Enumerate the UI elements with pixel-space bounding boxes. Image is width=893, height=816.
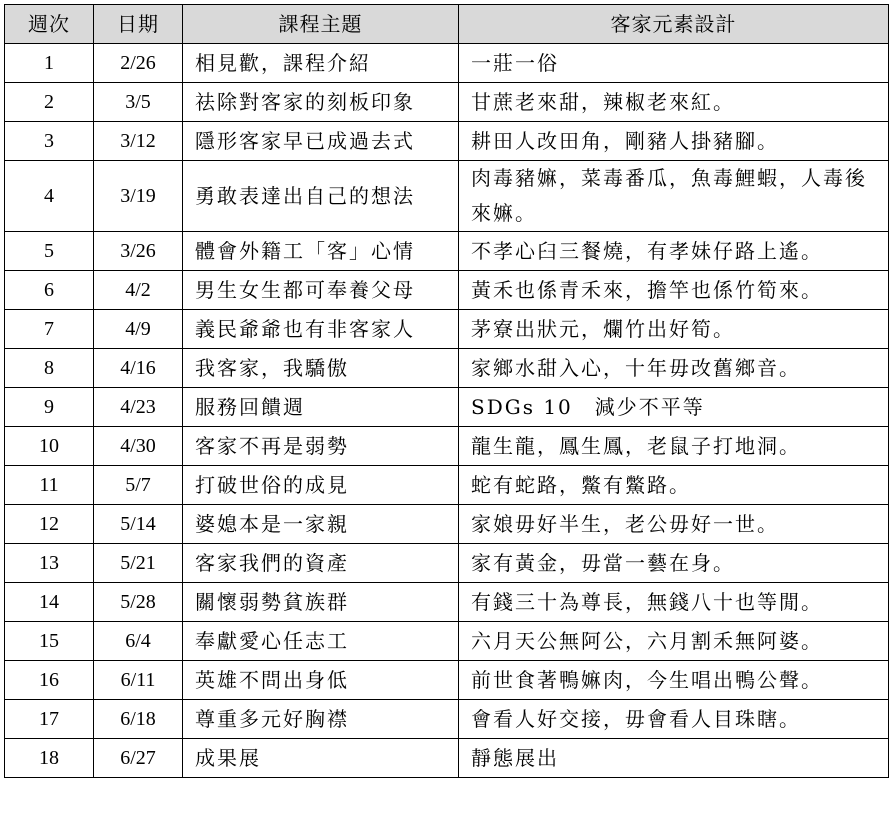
element-cell: 家有黃金，毋當一藝在身。 <box>459 544 889 583</box>
date-cell: 4/30 <box>94 427 183 466</box>
element-cell: 龍生龍，鳳生鳳，老鼠子打地洞。 <box>459 427 889 466</box>
table-header <box>5 5 889 44</box>
topic-cell: 成果展 <box>183 739 459 778</box>
element-cell: 甘蔗老來甜，辣椒老來紅。 <box>459 83 889 122</box>
topic-cell: 男生女生都可奉養父母 <box>183 271 459 310</box>
element-cell: 有錢三十為尊長，無錢八十也等閒。 <box>459 583 889 622</box>
table-row <box>5 466 889 505</box>
topic-cell: 服務回饋週 <box>183 388 459 427</box>
date-cell: 5/28 <box>94 583 183 622</box>
table-row <box>5 739 889 778</box>
week-cell: 4 <box>5 161 94 232</box>
header-week: 週次 <box>5 5 94 44</box>
date-cell: 6/4 <box>94 622 183 661</box>
week-cell: 6 <box>5 271 94 310</box>
header-element: 客家元素設計 <box>459 5 889 44</box>
element-cell: 前世食著鴨嫲肉，今生唱出鴨公聲。 <box>459 661 889 700</box>
element-cell: 一莊一俗 <box>459 44 889 83</box>
week-cell: 8 <box>5 349 94 388</box>
topic-cell: 關懷弱勢貧族群 <box>183 583 459 622</box>
week-cell: 18 <box>5 739 94 778</box>
table-row <box>5 388 889 427</box>
topic-cell: 奉獻愛心任志工 <box>183 622 459 661</box>
element-cell: 家鄉水甜入心，十年毋改舊鄉音。 <box>459 349 889 388</box>
topic-cell: 客家不再是弱勢 <box>183 427 459 466</box>
date-cell: 6/11 <box>94 661 183 700</box>
week-cell: 14 <box>5 583 94 622</box>
table-row <box>5 622 889 661</box>
element-cell: 不孝心臼三餐燒，有孝妹仔路上遙。 <box>459 232 889 271</box>
date-cell: 3/5 <box>94 83 183 122</box>
table-row <box>5 44 889 83</box>
week-cell: 17 <box>5 700 94 739</box>
element-cell: 茅寮出狀元，爛竹出好筍。 <box>459 310 889 349</box>
date-cell: 4/2 <box>94 271 183 310</box>
element-cell: 六月天公無阿公，六月割禾無阿婆。 <box>459 622 889 661</box>
date-cell: 2/26 <box>94 44 183 83</box>
topic-cell: 尊重多元好胸襟 <box>183 700 459 739</box>
table-row <box>5 161 889 232</box>
date-cell: 3/26 <box>94 232 183 271</box>
topic-cell: 相見歡，課程介紹 <box>183 44 459 83</box>
element-cell: 會看人好交接，毋會看人目珠瞎。 <box>459 700 889 739</box>
week-cell: 5 <box>5 232 94 271</box>
date-cell: 4/9 <box>94 310 183 349</box>
table-row <box>5 122 889 161</box>
topic-cell: 打破世俗的成見 <box>183 466 459 505</box>
topic-cell: 婆媳本是一家親 <box>183 505 459 544</box>
week-cell: 13 <box>5 544 94 583</box>
element-cell: 靜態展出 <box>459 739 889 778</box>
table-row <box>5 271 889 310</box>
element-cell: 蛇有蛇路，鱉有鱉路。 <box>459 466 889 505</box>
week-cell: 10 <box>5 427 94 466</box>
date-cell: 3/19 <box>94 161 183 232</box>
table-row <box>5 83 889 122</box>
date-cell: 3/12 <box>94 122 183 161</box>
table-row <box>5 427 889 466</box>
table-row <box>5 232 889 271</box>
week-cell: 11 <box>5 466 94 505</box>
table-row <box>5 310 889 349</box>
element-cell: 肉毒豬嫲，菜毒番瓜，魚毒鯉蝦，人毒後來嫲。 <box>459 161 889 232</box>
topic-cell: 體會外籍工「客」心情 <box>183 232 459 271</box>
topic-cell: 義民爺爺也有非客家人 <box>183 310 459 349</box>
week-cell: 7 <box>5 310 94 349</box>
topic-cell: 客家我們的資產 <box>183 544 459 583</box>
element-cell: 耕田人改田角，剛豬人掛豬腳。 <box>459 122 889 161</box>
topic-cell: 我客家，我驕傲 <box>183 349 459 388</box>
topic-cell: 隱形客家早已成過去式 <box>183 122 459 161</box>
date-cell: 6/27 <box>94 739 183 778</box>
week-cell: 3 <box>5 122 94 161</box>
date-cell: 5/7 <box>94 466 183 505</box>
course-schedule-table <box>4 4 889 778</box>
date-cell: 4/23 <box>94 388 183 427</box>
topic-cell: 英雄不問出身低 <box>183 661 459 700</box>
week-cell: 1 <box>5 44 94 83</box>
topic-cell: 勇敢表達出自己的想法 <box>183 161 459 232</box>
element-cell: 黃禾也係青禾來，擔竿也係竹筍來。 <box>459 271 889 310</box>
table-row <box>5 505 889 544</box>
table-body <box>5 44 889 778</box>
header-date: 日期 <box>94 5 183 44</box>
topic-cell: 祛除對客家的刻板印象 <box>183 83 459 122</box>
week-cell: 16 <box>5 661 94 700</box>
week-cell: 15 <box>5 622 94 661</box>
week-cell: 2 <box>5 83 94 122</box>
table-row <box>5 544 889 583</box>
element-cell: 家娘毋好半生，老公毋好一世。 <box>459 505 889 544</box>
date-cell: 5/21 <box>94 544 183 583</box>
week-cell: 12 <box>5 505 94 544</box>
date-cell: 4/16 <box>94 349 183 388</box>
element-cell: SDGs 10 減少不平等 <box>459 388 889 427</box>
table-row <box>5 700 889 739</box>
table-row <box>5 583 889 622</box>
week-cell: 9 <box>5 388 94 427</box>
header-row <box>5 5 889 44</box>
table-row <box>5 661 889 700</box>
header-topic: 課程主題 <box>183 5 459 44</box>
table-row <box>5 349 889 388</box>
date-cell: 6/18 <box>94 700 183 739</box>
date-cell: 5/14 <box>94 505 183 544</box>
